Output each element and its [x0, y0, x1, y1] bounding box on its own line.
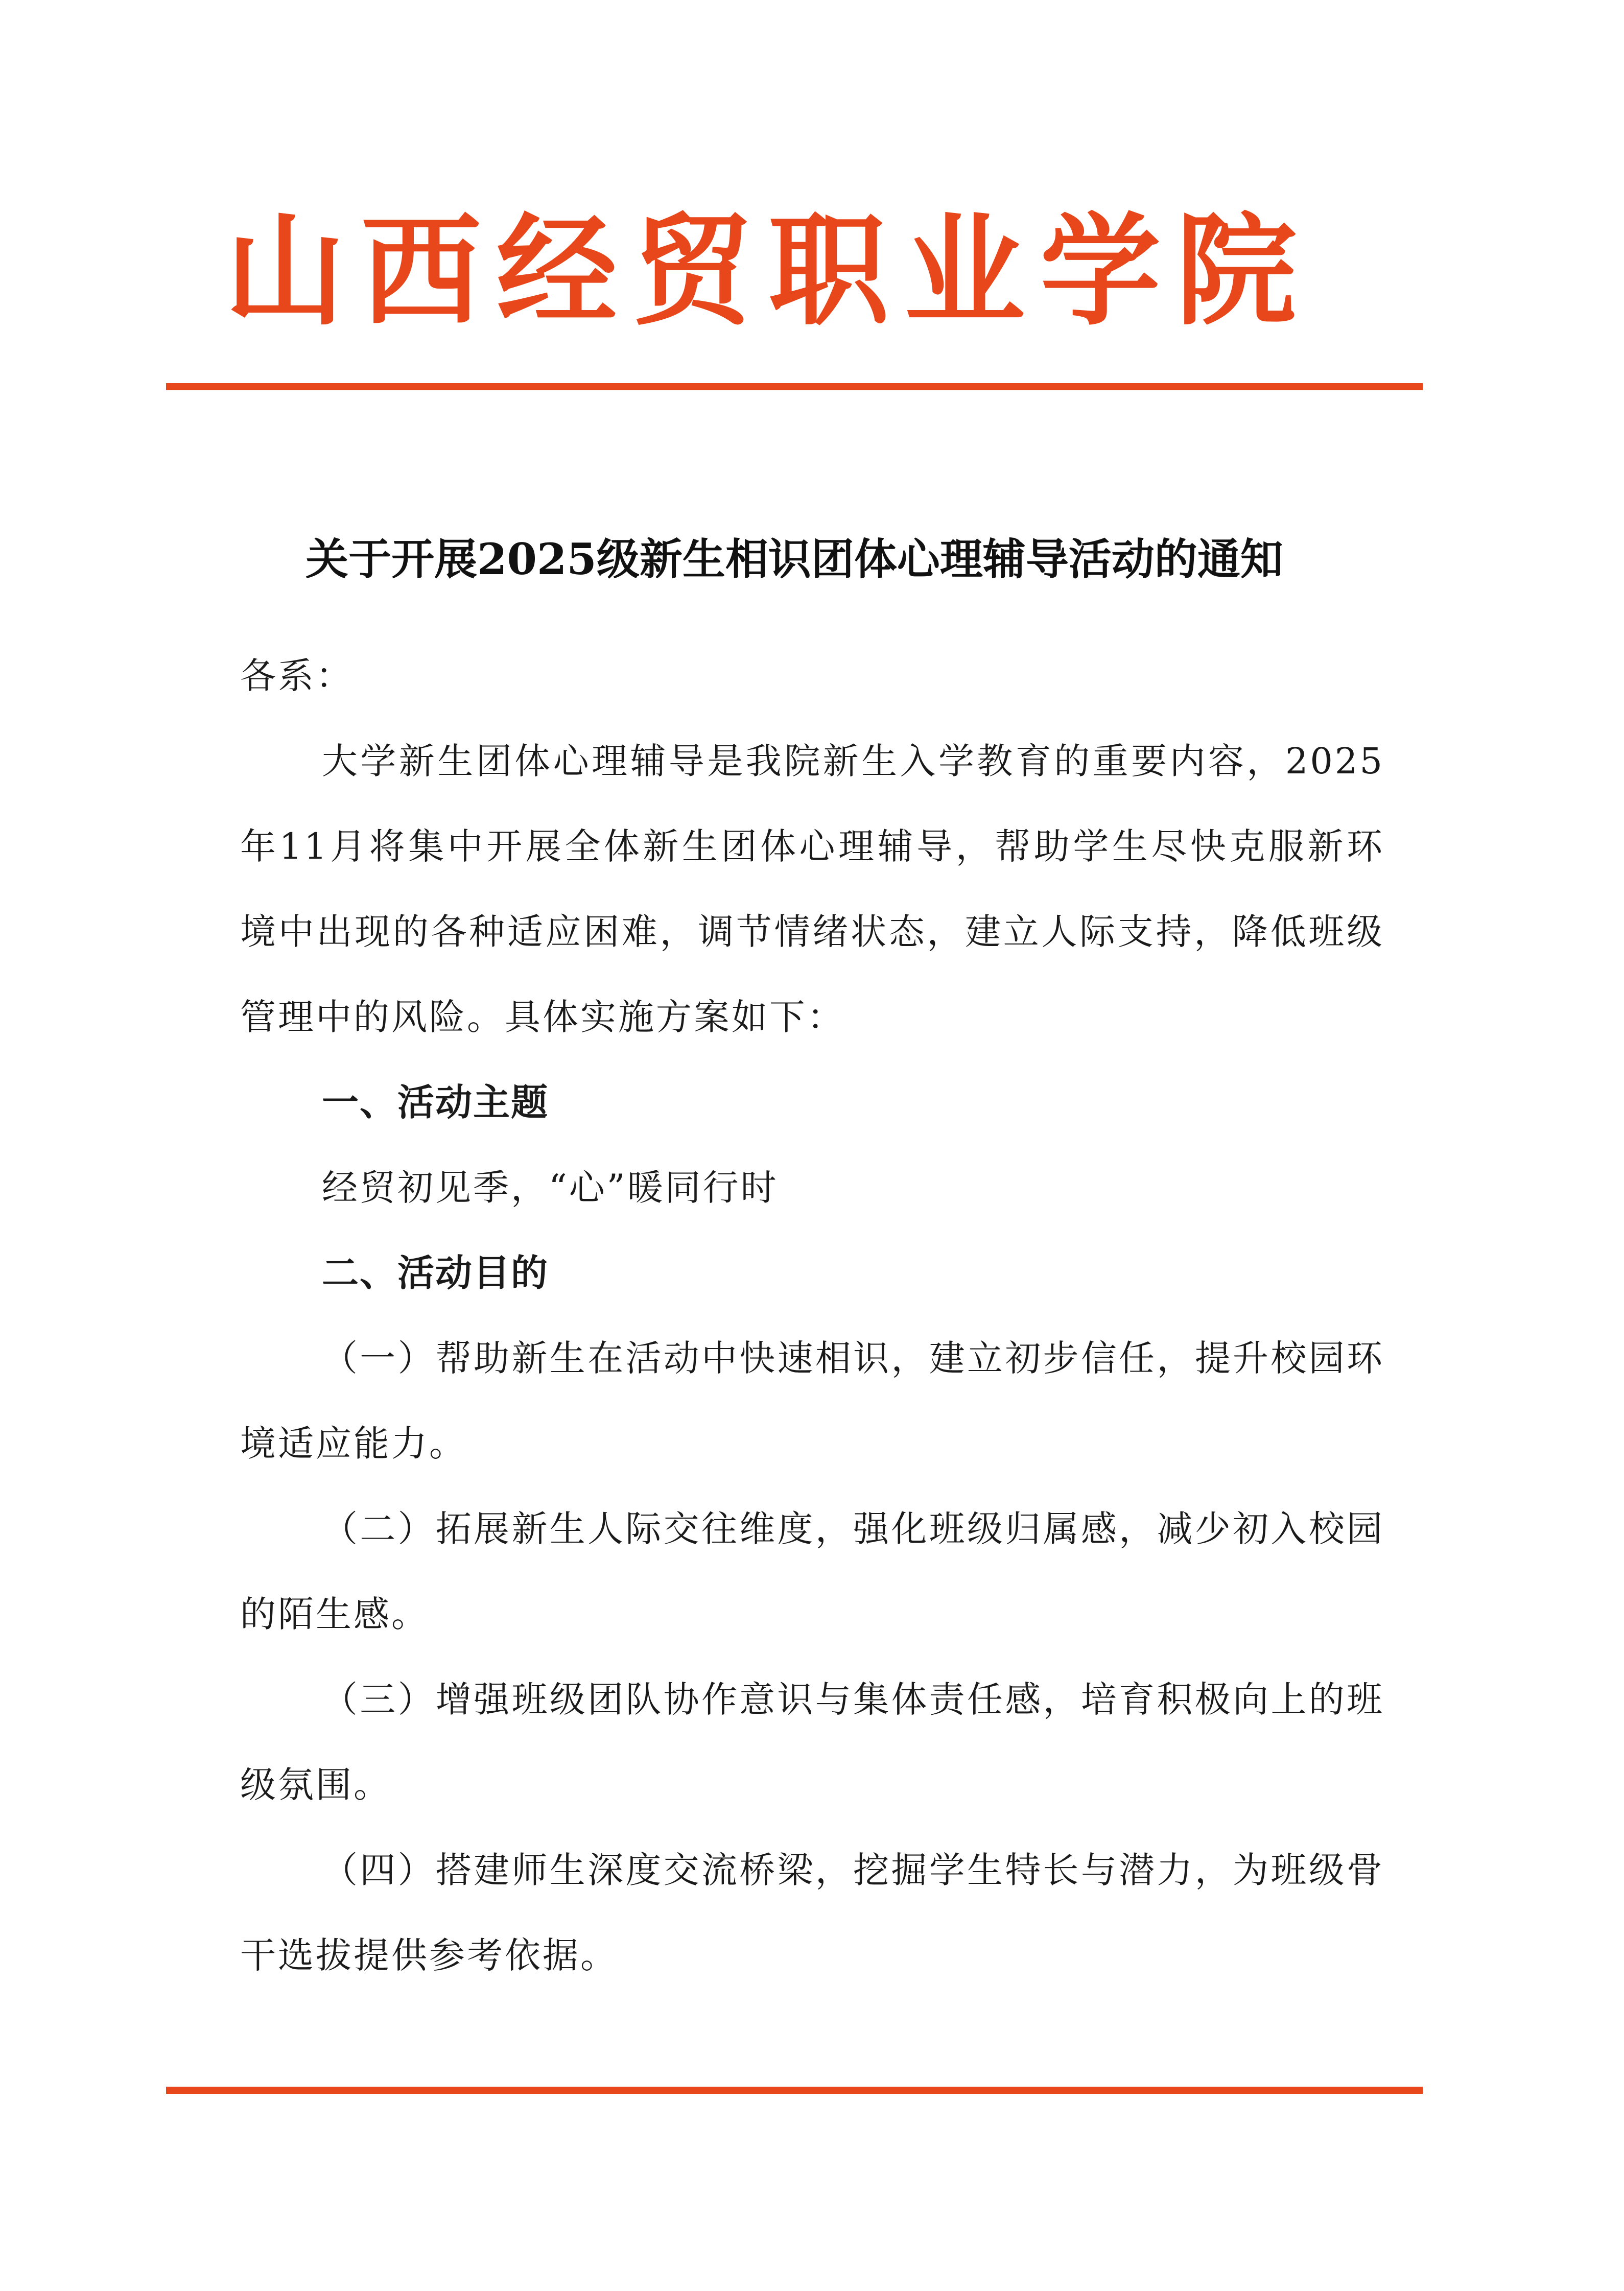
notice-body — [240, 633, 1384, 1998]
section-heading-theme: 一、活动主题 — [322, 1081, 549, 1124]
goal-item: （三）增强班级团队协作意识与集体责任感，培育积极向上的班级氛围。 — [240, 1679, 1384, 1806]
section-heading-goals: 二、活动目的 — [322, 1251, 549, 1294]
theme-text: 经贸初见季，“心”暖同行时 — [322, 1167, 779, 1209]
letterhead-bottom-rule — [166, 2087, 1423, 2094]
notice-title: 关于开展2025级新生相识团体心理辅导活动的通知 — [305, 534, 1283, 584]
intro-paragraph: 大学新生团体心理辅导是我院新生入学教育的重要内容，2025年11月将集中开展全体新生团体心理辅导，帮助学生尽快克服新环境中出现的各种适应困难，调节情绪状态，建立人际支持，降低班级管理中的风险。具体实施方案如下： — [240, 740, 1384, 1038]
goal-item: （一）帮助新生在活动中快速相识，建立初步信任，提升校园环境适应能力。 — [240, 1337, 1384, 1465]
letterhead-top-rule — [166, 383, 1423, 390]
salutation: 各系： — [240, 655, 354, 697]
goal-item: （四）搭建师生深度交流桥梁，挖掘学生特长与潜力，为班级骨干选拔提供参考依据。 — [240, 1849, 1384, 1976]
org-letterhead-title: 山西经贸职业学院 — [225, 200, 1312, 342]
goal-item: （二）拓展新生人际交往维度，强化班级归属感，减少初入校园的陌生感。 — [240, 1508, 1384, 1635]
